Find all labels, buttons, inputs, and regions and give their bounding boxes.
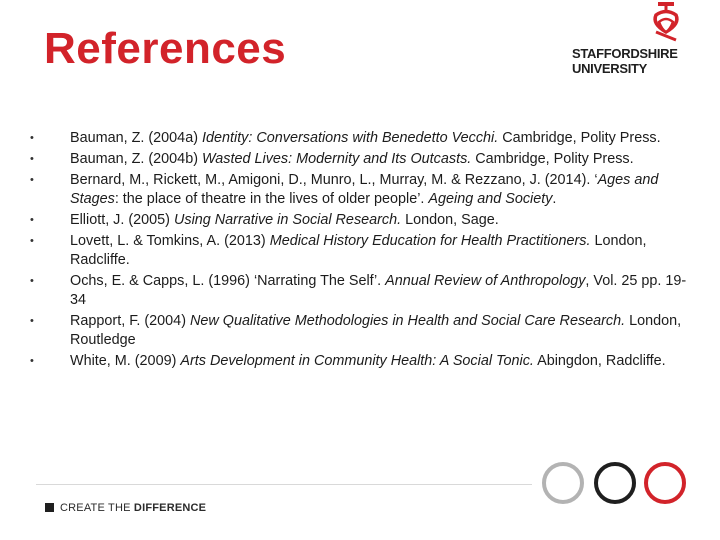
black-circle	[596, 464, 634, 502]
crest-graphic	[655, 2, 677, 40]
reference-before: Ochs, E. & Capps, L. (1996) ‘Narrating The Self’.	[70, 273, 386, 289]
footer-divider	[36, 484, 532, 485]
reference-item	[28, 129, 688, 148]
reference-italic: Identity: Conversations with Benedetto Vecchi.	[201, 130, 499, 146]
reference-italic: Wasted Lives: Modernity and Its Outcasts.	[201, 151, 472, 167]
bullet-icon: •	[30, 214, 34, 226]
reference-before: Rapport, F. (2004)	[70, 313, 190, 329]
reference-italic: Annual Review of Anthropology	[385, 273, 586, 289]
reference-before: Elliott, J. (2005)	[70, 212, 174, 228]
reference-item	[28, 171, 688, 209]
footer-square-icon	[45, 503, 54, 512]
reference-list	[28, 129, 688, 373]
reference-after: London, Routledge	[70, 313, 682, 348]
reference-before: Lovett, L. & Tomkins, A. (2013)	[70, 233, 270, 249]
bullet-icon: •	[30, 153, 34, 165]
reference-after2: .	[552, 191, 557, 207]
reference-item	[28, 312, 688, 350]
red-circle	[646, 464, 684, 502]
reference-item	[28, 232, 688, 270]
bullet-icon: •	[30, 132, 34, 144]
bullet-icon: •	[30, 275, 34, 287]
reference-item	[28, 272, 688, 310]
tagline-regular: CREATE THE	[60, 502, 134, 514]
tagline-bold: DIFFERENCE	[133, 502, 207, 514]
reference-after: London, Radcliffe.	[70, 233, 647, 268]
reference-item	[28, 150, 688, 169]
reference-italic2: Ageing and Society	[428, 191, 553, 207]
grey-circle	[544, 464, 582, 502]
bullet-icon: •	[30, 174, 34, 186]
reference-italic: Ages and Stages	[70, 172, 659, 207]
reference-before: Bauman, Z. (2004a)	[70, 130, 202, 146]
logo-text-line2: UNIVERSITY	[572, 61, 648, 76]
reference-italic: Arts Development in Community Health: A Social Tonic.	[180, 353, 534, 369]
reference-after: London, Sage.	[401, 212, 499, 228]
logo-text-line1: STAFFORDSHIRE	[572, 46, 678, 61]
reference-italic: New Qualitative Methodologies in Health and Social Care Research.	[189, 313, 626, 329]
reference-after: Abingdon, Radcliffe.	[533, 353, 666, 369]
reference-after: Cambridge, Polity Press.	[498, 130, 661, 146]
reference-after: Cambridge, Polity Press.	[471, 151, 634, 167]
reference-item	[28, 211, 688, 230]
bullet-icon: •	[30, 235, 34, 247]
decorative-circles	[540, 458, 690, 510]
reference-after: : the place of theatre in the lives of older people’.	[114, 191, 429, 207]
bullet-icon: •	[30, 355, 34, 367]
reference-italic: Using Narrative in Social Research.	[173, 212, 402, 228]
bullet-icon: •	[30, 315, 34, 327]
reference-before: Bernard, M., Rickett, M., Amigoni, D., Munro, L., Murray, M. & Rezzano, J. (2014). ‘	[70, 172, 598, 188]
reference-before: White, M. (2009)	[70, 353, 181, 369]
slide-title: References	[44, 24, 287, 73]
reference-before: Bauman, Z. (2004b)	[70, 151, 202, 167]
footer-tagline	[60, 502, 206, 514]
reference-item	[28, 352, 688, 371]
reference-italic: Medical History Education for Health Practitioners.	[269, 233, 591, 249]
reference-after: , Vol. 25 pp. 19-34	[70, 273, 687, 308]
